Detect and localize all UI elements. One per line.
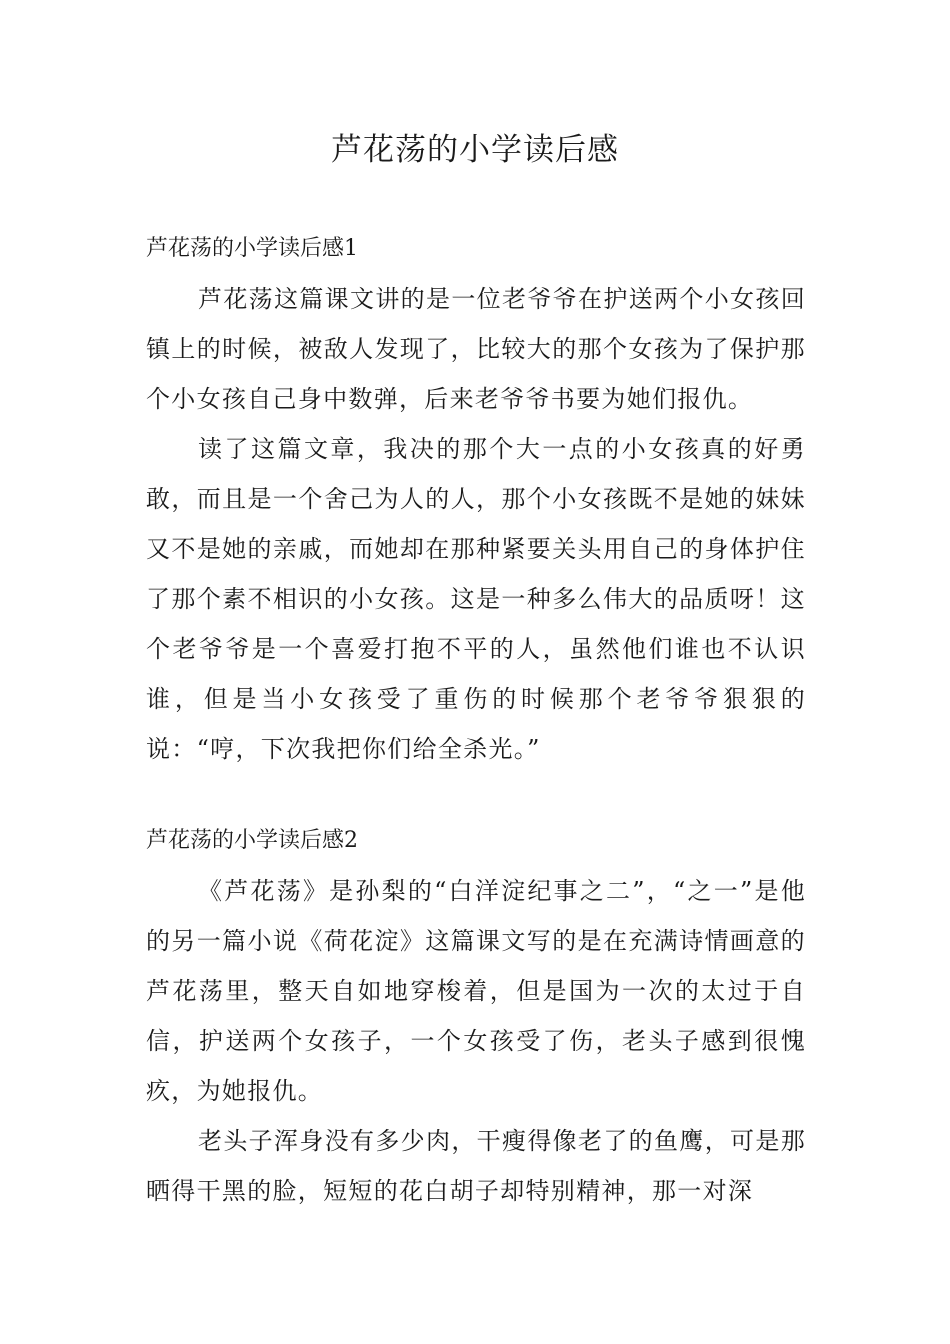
document-body — [146, 224, 806, 1216]
paragraph: 芦花荡这篇课文讲的是一位老爷爷在护送两个小女孩回镇上的时候，被敌人发现了，比较大的那个女孩为了保护那个小女孩自己身中数弹，后来老爷爷书要为她们报仇。 — [146, 285, 806, 413]
paragraph: 老头子浑身没有多少肉，干瘦得像老了的鱼鹰，可是那晒得干黑的脸，短短的花白胡子却特别精神，那一对深 — [146, 1127, 806, 1205]
section-divider — [146, 774, 806, 816]
paragraph: 《芦花荡》是孙梨的“白洋淀纪事之二”，“之一”是他的另一篇小说《荷花淀》这篇课文写的是在充满诗情画意的芦花荡里，整天自如地穿梭着，但是国为一次的太过于自信，护送两个女孩子，一个女孩受了伤，老头子感到很愧疚，为她报仇。 — [146, 877, 806, 1105]
section-2 — [146, 816, 806, 1216]
section-heading: 芦花荡的小学读后感2 — [146, 828, 358, 853]
page-title: 芦花荡的小学读后感 — [331, 132, 619, 168]
section-heading: 芦花荡的小学读后感1 — [146, 236, 358, 261]
section-1 — [146, 224, 806, 774]
paragraph: 读了这篇文章，我决的那个大一点的小女孩真的好勇敢，而且是一个舍己为人的人，那个小女孩既不是她的妹妹又不是她的亲戚，而她却在那种紧要关头用自己的身体护住了那个素不相识的小女孩。这是一种多么伟大的品质呀！这个老爷爷是一个喜爱打抱不平的人，虽然他们谁也不认识谁，但是当小女孩受了重伤的时候那个老爷爷狠狠的说：“哼，下次我把你们给全杀光。” — [146, 435, 806, 763]
